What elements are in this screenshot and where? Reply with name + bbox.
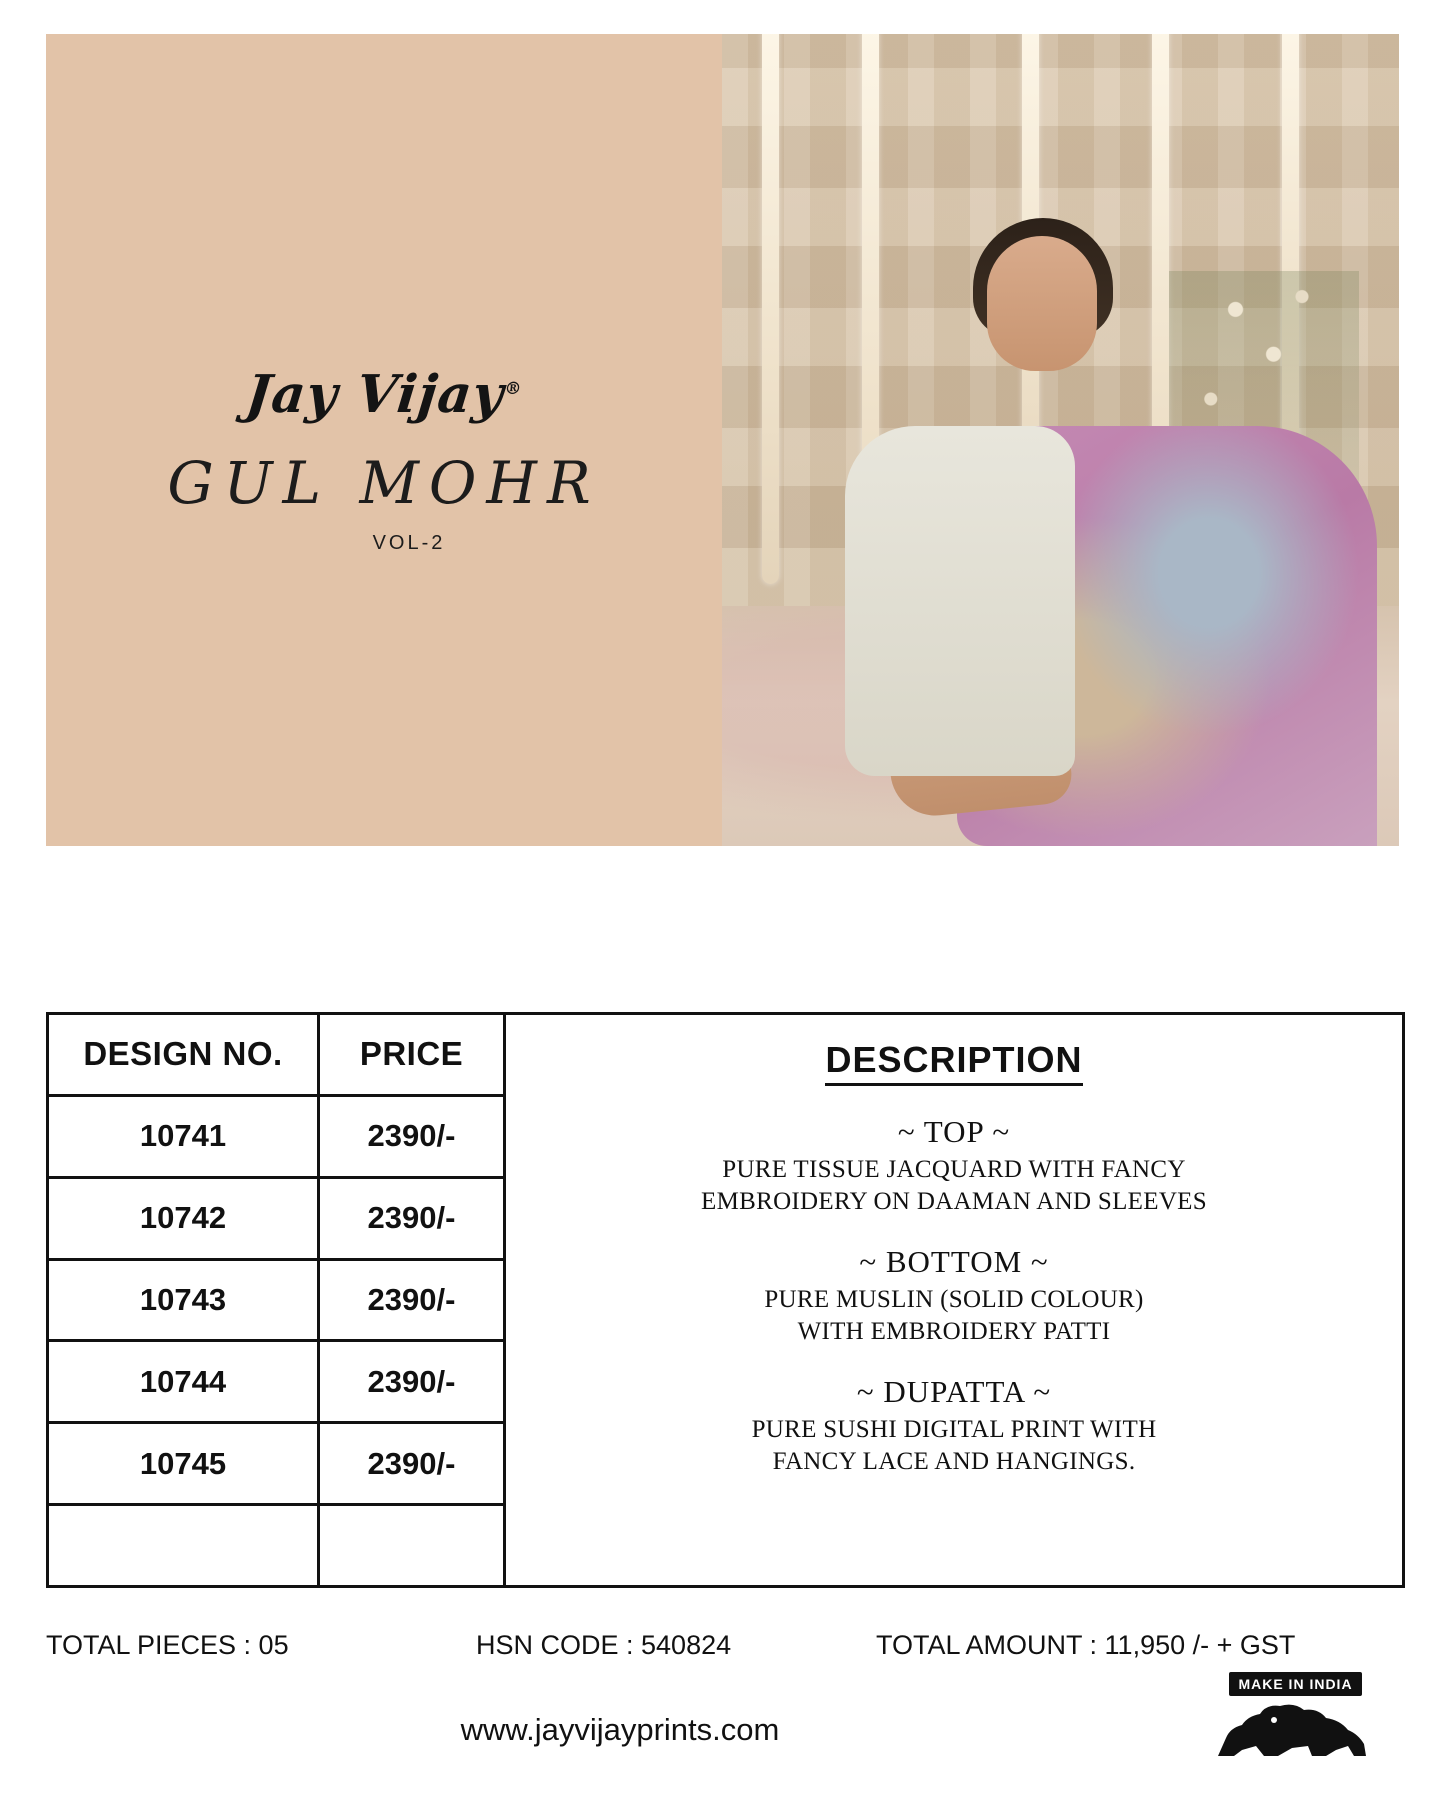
catalog-title: GUL MOHR — [167, 449, 601, 517]
cell-design-no — [49, 1506, 320, 1585]
catalog-banner — [46, 34, 1399, 846]
cell-design-no: 10744 — [49, 1342, 320, 1421]
model-photo — [722, 34, 1399, 846]
description-panel — [506, 1015, 1402, 1585]
table-row — [49, 1261, 503, 1343]
cell-price: 2390/- — [367, 1200, 456, 1236]
section-line: WITH EMBROIDERY PATTI — [797, 1318, 1111, 1345]
cell-price — [320, 1506, 503, 1585]
section-line: PURE SUSHI DIGITAL PRINT WITH — [751, 1416, 1157, 1443]
description-section-bottom — [536, 1244, 1372, 1348]
registered-mark-icon: ® — [503, 378, 524, 399]
cell-design-no: 10745 — [49, 1424, 320, 1503]
website-url[interactable]: www.jayvijayprints.com — [460, 1712, 780, 1747]
table-row-empty — [49, 1506, 503, 1585]
kurta-top — [845, 426, 1075, 776]
description-section-dupatta — [536, 1374, 1372, 1478]
table-row — [49, 1179, 503, 1261]
make-in-india-label: MAKE IN INDIA — [1229, 1672, 1361, 1696]
table-header-row — [49, 1015, 503, 1097]
cell-design-no: 10743 — [49, 1261, 320, 1340]
brand-logo-text: Jay Vijay — [243, 364, 507, 425]
lion-icon — [1208, 1698, 1378, 1764]
make-in-india-badge — [1208, 1672, 1383, 1777]
cell-price: 2390/- — [367, 1118, 456, 1154]
cell-price: 2390/- — [367, 1282, 456, 1317]
section-line: PURE TISSUE JACQUARD WITH FANCY — [722, 1156, 1186, 1183]
model-face — [987, 236, 1097, 371]
description-title: DESCRIPTION — [825, 1039, 1082, 1086]
cell-price: 2390/- — [367, 1445, 456, 1481]
banner-brand-panel — [46, 34, 722, 846]
product-details-table — [46, 1012, 1405, 1588]
section-heading: ~ BOTTOM ~ — [859, 1244, 1049, 1279]
total-pieces: TOTAL PIECES : 05 — [46, 1630, 289, 1660]
model-figure — [827, 226, 1297, 846]
section-line: FANCY LACE AND HANGINGS. — [772, 1448, 1136, 1475]
hsn-code: HSN CODE : 540824 — [476, 1630, 732, 1660]
section-heading: ~ TOP ~ — [897, 1114, 1011, 1149]
cell-design-no: 10741 — [49, 1097, 320, 1176]
design-price-table — [49, 1015, 506, 1585]
section-heading: ~ DUPATTA ~ — [856, 1374, 1052, 1409]
decor-strand-icon — [762, 34, 779, 584]
table-row — [49, 1342, 503, 1424]
brand-logo — [43, 364, 725, 425]
description-section-top — [536, 1114, 1372, 1218]
column-header-price: PRICE — [359, 1035, 464, 1073]
cell-design-no: 10742 — [49, 1179, 320, 1258]
table-row — [49, 1097, 503, 1179]
table-row — [49, 1424, 503, 1506]
footer-summary — [46, 1630, 1399, 1661]
section-line: PURE MUSLIN (SOLID COLOUR) — [764, 1286, 1144, 1313]
column-header-design-no: DESIGN NO. — [49, 1015, 320, 1094]
catalog-volume: VOL-2 — [372, 532, 446, 554]
cell-price: 2390/- — [367, 1363, 456, 1399]
section-line: EMBROIDERY ON DAAMAN AND SLEEVES — [701, 1188, 1207, 1215]
total-amount: TOTAL AMOUNT : 11,950 /- + GST — [876, 1630, 1296, 1660]
